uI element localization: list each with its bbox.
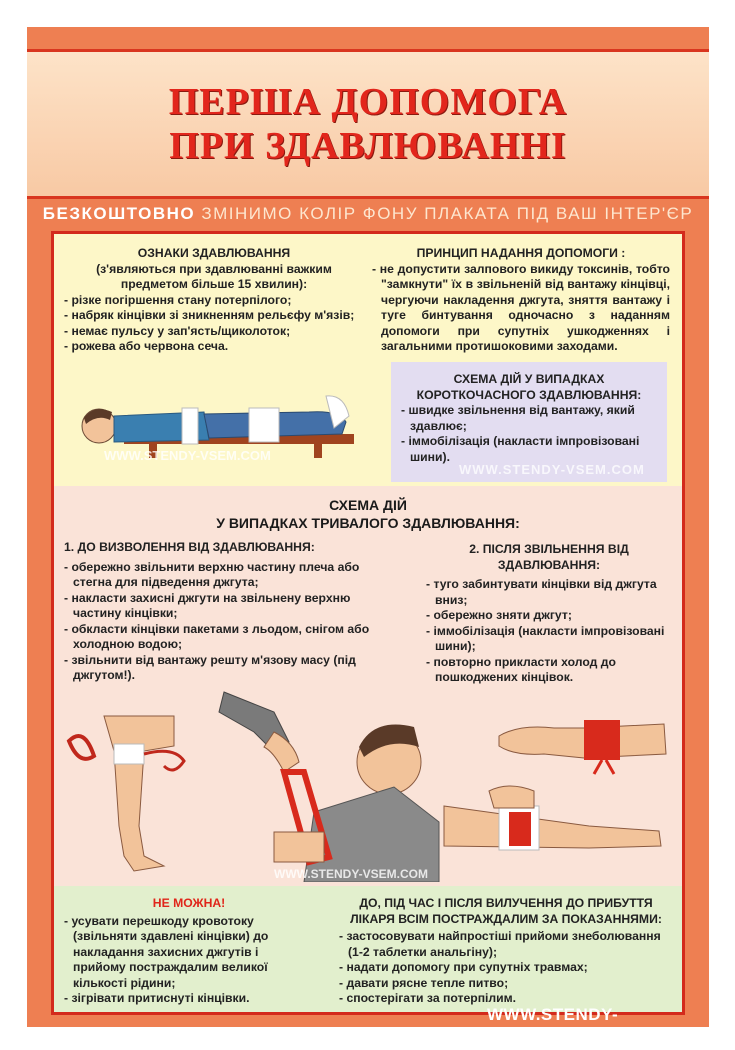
forbidden-item: - зігрівати притиснуті кінцівки. — [64, 991, 314, 1007]
until-doctor-item: - давати рясне тепле питво; — [339, 976, 673, 992]
principle-block — [372, 246, 670, 355]
leg-tourniquet-illustration — [64, 706, 214, 876]
content-frame — [51, 231, 685, 1015]
after-heading: 2. ПІСЛЯ ЗВІЛЬНЕННЯ ВІД ЗДАВЛЮВАННЯ: — [469, 542, 629, 572]
after-item: - повторно прикласти холод до пошкоджених кінцівок. — [426, 655, 672, 686]
after-item: - іммобілізація (накласти імпровізовані шини); — [426, 624, 672, 655]
after-item: - обережно зняти джгут; — [426, 608, 672, 624]
principle-heading: ПРИНЦИП НАДАННЯ ДОПОМОГИ : — [416, 246, 626, 260]
until-doctor-item: - застосовувати найпростіші прийоми знеболювання (1-2 таблетки анальгіну); — [339, 929, 673, 960]
before-item: - звільнити від вантажу решту м'язову масу (під джгутом!). — [64, 653, 378, 684]
short-scheme-block — [401, 372, 657, 465]
promo-text: ЗМІНИМО КОЛІР ФОНУ ПЛАКАТА ПІД ВАШ ІНТЕР'ЄР — [195, 204, 694, 223]
before-heading: 1. ДО ВИЗВОЛЕННЯ ВІД ЗДАВЛЮВАННЯ: — [64, 540, 315, 554]
long-scheme-heading-2: У ВИПАДКАХ ТРИВАЛОГО ЗДАВЛЮВАННЯ: — [216, 515, 520, 531]
watermark: WWW.STENDY-VSEM.COM — [274, 867, 428, 881]
watermark: WWW.STENDY-VSEM.COM — [104, 448, 271, 463]
promo-bold: БЕЗКОШТОВНО — [42, 204, 196, 223]
signs-item: - набряк кінцівки зі зникненням рельєфу м'язів; — [64, 308, 364, 324]
short-scheme-item: - швидке звільнення від вантажу, який здавлює; — [401, 403, 657, 434]
after-block — [426, 542, 672, 686]
until-doctor-heading: ДО, ПІД ЧАС І ПІСЛЯ ВИЛУЧЕННЯ ДО ПРИБУТТЯ ЛІКАРЯ ВСІМ ПОСТРАЖДАЛИМ ЗА ПОКАЗАННЯМИ: — [350, 896, 662, 926]
signs-heading: ОЗНАКИ ЗДАВЛЮВАННЯ — [137, 246, 291, 260]
footer-url[interactable]: WWW.STENDY-VSEM.COM — [487, 1005, 619, 1044]
until-doctor-block — [339, 896, 673, 1007]
arm-tourniquet-illustration — [214, 682, 444, 882]
short-scheme-item: - іммобілізація (накласти імпровізовані шини). — [401, 434, 657, 465]
top-section — [54, 234, 682, 486]
leg-bandage-illustration — [439, 776, 669, 876]
lying-patient-illustration — [64, 386, 364, 466]
poster-title-line-2: ПРИ ЗДАВЛЮВАННІ — [169, 125, 567, 167]
principle-text: - не допустити залпового викиду токсинів, тобто "замкнути" їх в звільненій від вантажу кінцівці, чергуючи накладення джгута, зняття вантажу і туге бинтування одночасно з наданням допомоги при супутніх ушкодженнях і загальними протишоковими заходами. — [372, 262, 670, 355]
until-doctor-item: - надати допомогу при супутніх травмах; — [339, 960, 673, 976]
forbidden-block — [64, 896, 314, 1007]
signs-item: - рожева або червона сеча. — [64, 339, 364, 355]
promo-banner — [27, 199, 709, 229]
signs-block — [64, 246, 364, 355]
short-scheme-heading: СХЕМА ДІЙ У ВИПАДКАХ КОРОТКОЧАСНОГО ЗДАВЛЮВАННЯ: — [416, 372, 642, 402]
signs-item: - різке погіршення стану потерпілого; — [64, 293, 364, 309]
hand-bandage-illustration — [494, 706, 674, 776]
before-item: - накласти захисні джгути на звільнену верхню частину кінцівки; — [64, 591, 378, 622]
forbidden-heading: НЕ МОЖНА! — [152, 896, 226, 910]
poster — [27, 27, 709, 1044]
middle-section — [54, 486, 682, 886]
after-item: - туго забинтувати кінцівки від джгута вниз; — [426, 577, 672, 608]
before-item: - обкласти кінцівки пакетами з льодом, снігом або холодною водою; — [64, 622, 378, 653]
until-doctor-item: - спостерігати за потерпілим. — [339, 991, 673, 1007]
forbidden-item: - усувати перешкоду кровотоку (звільняти здавлені кінцівки) до накладання захисних джгутів і прийому постраждалим великої кількості рідини; — [64, 914, 314, 992]
long-scheme-heading-1: СХЕМА ДІЙ — [329, 497, 407, 513]
before-item: - обережно звільнити верхню частину плеча або стегна для підведення джгута; — [64, 560, 378, 591]
title-band — [27, 49, 709, 199]
poster-title-line-1: ПЕРША ДОПОМОГА — [168, 81, 568, 123]
before-block — [64, 540, 378, 684]
signs-item: - немає пульсу у зап'ясть/щиколоток; — [64, 324, 364, 340]
watermark: WWW.STENDY-VSEM.COM — [459, 462, 645, 477]
bottom-section — [54, 886, 682, 1012]
signs-subheading: (з'являються при здавлюванні важким предметом більше 15 хвилин): — [96, 261, 332, 291]
